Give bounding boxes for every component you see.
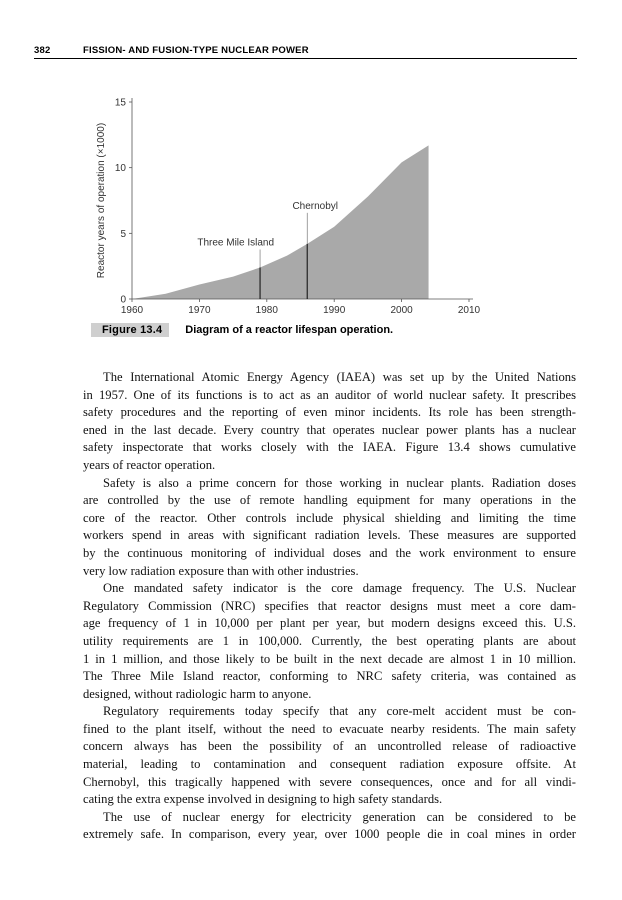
text-line: core of the reactor. Other controls include physical shielding and limiting the time (83, 510, 576, 525)
page-number: 382 (34, 45, 51, 56)
text-line: Regulatory Commission (NRC) specifies that reactor designs must meet a core dam- (83, 598, 576, 613)
text-line: material, leading to contamination and consequent radiation exposure offsite. At (83, 757, 576, 772)
text-line: Regulatory requirements today specify that any core-melt accident must be con- (103, 704, 576, 719)
figure-caption (91, 321, 393, 338)
text-line: The International Atomic Energy Agency (IAEA) was set up by the United Nations (103, 370, 576, 384)
body-text (83, 369, 576, 844)
reactor-lifespan-chart (90, 88, 500, 320)
x-tick-label: 1970 (188, 305, 211, 316)
figure-label: Figure 13.4 (91, 323, 169, 337)
y-axis-label: Reactor years of operation (×1000) (96, 122, 107, 279)
x-tick-label: 2000 (390, 305, 413, 316)
paragraph-1 (83, 369, 576, 475)
x-tick-label: 1980 (255, 305, 278, 316)
y-tick-label: 0 (120, 294, 126, 306)
event-label: Three Mile Island (197, 237, 275, 249)
figure-caption-text: Diagram of a reactor lifespan operation. (185, 323, 394, 336)
x-tick-label: 1960 (120, 305, 144, 316)
text-line: The use of nuclear energy for electricity generation can be considered to be (103, 809, 576, 824)
text-line: ened in the last decade. Every country that operates nuclear power plants has a nuclear (83, 422, 576, 437)
text-line: by the continuous monitoring of individual doses and the work environment to ensure (83, 545, 576, 560)
text-line: fined to the plant itself, without the need to evacuate nearby residents. The main safety (83, 721, 576, 736)
series-area (132, 145, 429, 299)
text-line: The Three Mile Island reactor, conforming to NRC safety criteria, was contained as (83, 669, 576, 684)
text-line: age frequency of 1 in 10,000 per plant per year, but modern designs exceed this. U.S. (83, 616, 576, 631)
text-line: very low radiation exposure than with other industries. (83, 563, 359, 578)
event-label: Chernobyl (292, 200, 339, 212)
running-header (34, 44, 577, 59)
text-line: Safety is also a prime concern for those working in nuclear plants. Radiation doses (103, 475, 576, 490)
paragraph-3 (83, 580, 576, 703)
text-line: utility requirements are 1 in 100,000. Currently, the best operating plants are about (83, 633, 576, 648)
text-line: safety procedures and the reporting of even minor incidents. Its role has been strength- (83, 405, 576, 420)
text-line: 1 in 1 million, and those likely to be built in the next decade are almost 1 in 10 million. (83, 651, 576, 666)
text-line: cating the extra expense involved in designing to high safety standards. (83, 792, 443, 807)
y-tick-label: 5 (120, 228, 126, 240)
text-line: designed, without radiologic harm to anyone. (83, 686, 312, 701)
text-line: workers spend in areas with significant radiation levels. These measures are supported (83, 528, 576, 543)
text-line: safety inspectorate that works closely with the IAEA. Figure 13.4 shows cumulative (83, 440, 576, 455)
paragraph-4 (83, 703, 576, 809)
text-line: are controlled by the use of remote handling equipment for many operations in the (83, 493, 576, 508)
y-tick-label: 10 (114, 163, 126, 175)
x-tick-label: 2010 (457, 305, 481, 316)
text-line: concern always has been the possibility of an uncontrolled release of radioactive (83, 739, 576, 754)
paragraph-5 (83, 809, 576, 844)
paragraph-2 (83, 475, 576, 581)
text-line: years of reactor operation. (83, 457, 216, 472)
y-tick-label: 15 (114, 97, 126, 109)
chapter-title: FISSION- AND FUSION-TYPE NUCLEAR POWER (83, 45, 309, 56)
text-line: extremely safe. In comparison, every year, over 1000 people die in coal mines in order (83, 827, 576, 842)
x-tick-label: 1990 (323, 305, 346, 316)
text-line: One mandated safety indicator is the core damage frequency. The U.S. Nuclear (103, 581, 576, 596)
text-line: in 1957. One of its functions is to act as an auditor of world nuclear safety. It prescribes (83, 387, 576, 402)
text-line: Chernobyl, this tragically happened with severe consequences, once and for all vindi- (83, 774, 576, 789)
